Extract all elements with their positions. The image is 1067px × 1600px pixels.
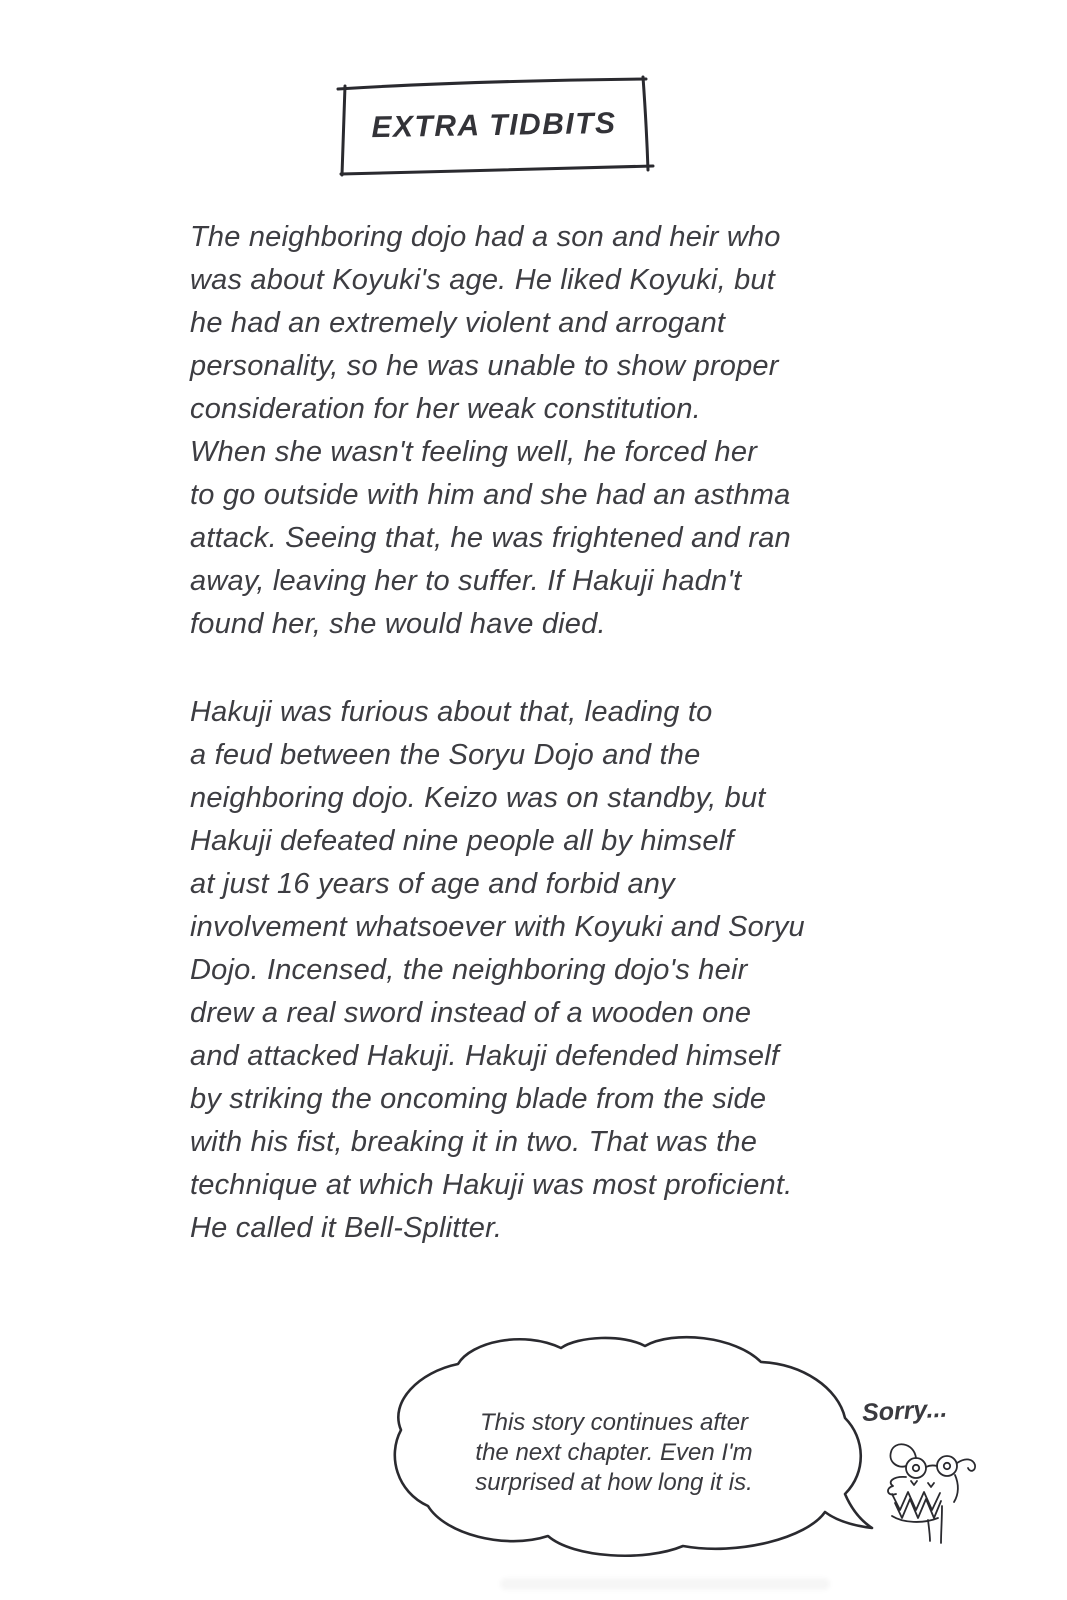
text-line: When she wasn't feeling well, he forced her	[190, 436, 758, 468]
story-paragraph-1	[190, 216, 890, 646]
text-line: This story continues after	[479, 1409, 749, 1436]
text-line: The neighboring dojo had a son and heir who	[190, 221, 781, 253]
text-line: technique at which Hakuji was most proficient.	[190, 1169, 793, 1201]
page-title: EXTRA TIDBITS	[371, 106, 617, 145]
speech-bubble-text	[433, 1408, 795, 1498]
text-line: away, leaving her to suffer. If Hakuji hadn't	[190, 565, 742, 597]
text-line: to go outside with him and she had an asthma	[190, 479, 791, 511]
text-line: with his fist, breaking it in two. That was the	[190, 1126, 758, 1158]
text-line: found her, she would have died.	[190, 608, 606, 640]
text-line: involvement whatsoever with Koyuki and Soryu	[190, 911, 805, 943]
text-line: Dojo. Incensed, the neighboring dojo's heir	[190, 954, 748, 986]
text-line: Hakuji was furious about that, leading to	[190, 696, 713, 728]
text-line: He called it Bell-Splitter.	[190, 1212, 503, 1244]
text-line: at just 16 years of age and forbid any	[190, 868, 675, 900]
author-sorry-note: Sorry...	[861, 1394, 948, 1428]
text-line: neighboring dojo. Keizo was on standby, but	[190, 782, 766, 814]
title-box	[333, 70, 655, 182]
text-line: attack. Seeing that, he was frightened and ran	[190, 522, 791, 554]
text-line: by striking the oncoming blade from the side	[190, 1083, 767, 1115]
page-showthrough-smudge	[500, 1578, 830, 1590]
text-line: the next chapter. Even I'm	[475, 1439, 753, 1466]
text-line: drew a real sword instead of a wooden one	[190, 997, 752, 1029]
text-line: consideration for her weak constitution.	[190, 393, 701, 425]
text-line: Hakuji defeated nine people all by himself	[190, 825, 734, 857]
text-line: and attacked Hakuji. Hakuji defended himself	[190, 1040, 780, 1072]
text-line: was about Koyuki's age. He liked Koyuki, but	[190, 264, 775, 296]
text-line: he had an extremely violent and arrogant	[190, 307, 726, 339]
text-line: a feud between the Soryu Dojo and the	[190, 739, 701, 771]
text-line: personality, so he was unable to show proper	[190, 350, 779, 382]
story-paragraph-2	[190, 691, 890, 1250]
text-line: surprised at how long it is.	[475, 1469, 753, 1496]
crocodile-author-doodle-icon	[878, 1436, 983, 1548]
